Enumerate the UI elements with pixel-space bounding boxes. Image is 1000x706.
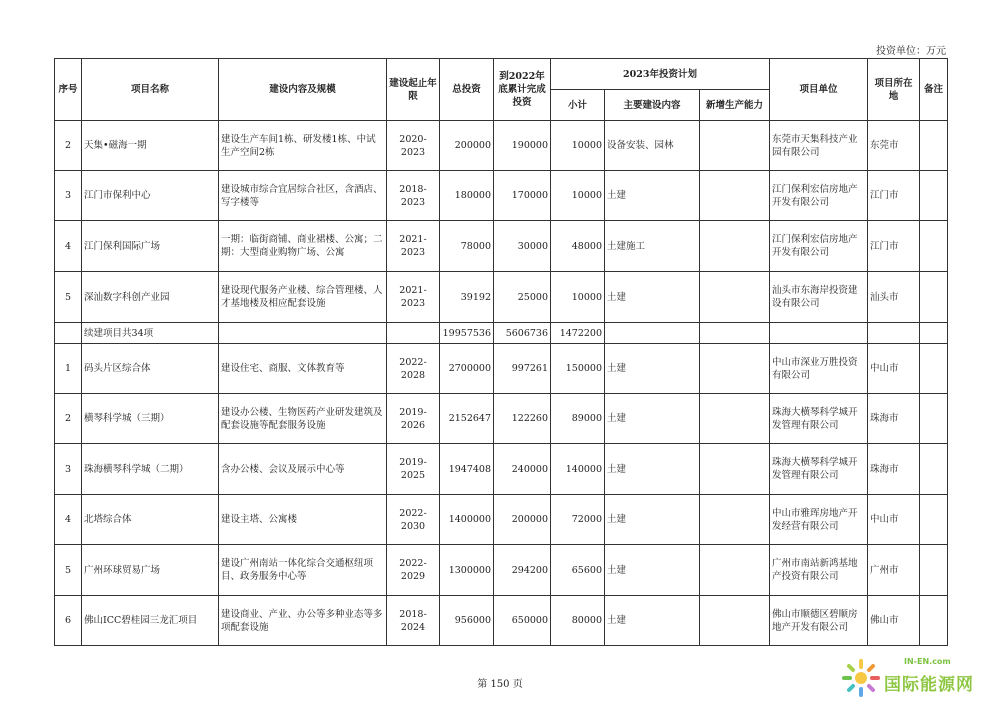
cell-main	[605, 323, 700, 344]
cell-seq: 2	[55, 394, 82, 444]
cell-name: 江门保利国际广场	[82, 221, 219, 272]
table-row	[55, 221, 948, 272]
cell-period: 2022-2030	[387, 495, 440, 545]
cell-remark	[920, 121, 948, 171]
cell-remark	[920, 545, 948, 596]
cell-cumulative: 25000	[494, 272, 551, 323]
cell-period: 2022-2028	[387, 344, 440, 394]
watermark-site: IN-EN.com	[904, 657, 951, 666]
summary-label: 续建项目共34项	[82, 323, 219, 344]
cell-subtotal: 72000	[551, 495, 605, 545]
cell-remark	[920, 495, 948, 545]
cell-unit: 汕头市东海岸投资建设有限公司	[770, 272, 868, 323]
cell-name: 天集•磁海一期	[82, 121, 219, 171]
cell-subtotal: 10000	[551, 121, 605, 171]
cell-capacity	[700, 596, 770, 646]
cell-period: 2018-2024	[387, 596, 440, 646]
cell-name: 横琴科学城（三期）	[82, 394, 219, 444]
cell-location: 东莞市	[868, 121, 920, 171]
cell-main: 土建施工	[605, 221, 700, 272]
table-row	[55, 171, 948, 221]
cell-total: 956000	[440, 596, 494, 646]
cell-unit: 中山市深业万胜投资有限公司	[770, 344, 868, 394]
cell-main: 土建	[605, 444, 700, 495]
cell-content: 建设办公楼、生物医药产业研发建筑及配套设施等配套服务设施	[219, 394, 387, 444]
table-row	[55, 495, 948, 545]
cell-main: 土建	[605, 495, 700, 545]
sun-flower-icon	[840, 657, 882, 699]
header-cumulative: 到2022年底累计完成投资	[494, 59, 551, 121]
header-unit: 项目单位	[770, 59, 868, 121]
cell-total: 180000	[440, 171, 494, 221]
header-total: 总投资	[440, 59, 494, 121]
cell-remark	[920, 323, 948, 344]
cell-location: 珠海市	[868, 394, 920, 444]
cell-main: 土建	[605, 171, 700, 221]
watermark-logo	[840, 655, 990, 703]
page-number: 第 150 页	[477, 679, 523, 690]
cell-unit: 珠海大横琴科学城开发管理有限公司	[770, 394, 868, 444]
cell-seq	[55, 323, 82, 344]
table-row	[55, 545, 948, 596]
cell-main: 土建	[605, 545, 700, 596]
table-row	[55, 596, 948, 646]
cell-content	[219, 323, 387, 344]
cell-content: 建设生产车间1栋、研发楼1栋、中试生产空间2栋	[219, 121, 387, 171]
cell-cumulative: 650000	[494, 596, 551, 646]
header-plan-capacity: 新增生产能力	[700, 90, 770, 121]
cell-capacity	[700, 221, 770, 272]
cell-cumulative: 240000	[494, 444, 551, 495]
cell-unit: 江门保利宏信房地产开发有限公司	[770, 221, 868, 272]
cell-unit: 中山市雅珲房地产开发经营有限公司	[770, 495, 868, 545]
cell-cumulative: 30000	[494, 221, 551, 272]
cell-cumulative: 122260	[494, 394, 551, 444]
cell-location: 江门市	[868, 221, 920, 272]
cell-period: 2019-2026	[387, 394, 440, 444]
cell-unit: 珠海大横琴科学城开发管理有限公司	[770, 444, 868, 495]
header-name: 项目名称	[82, 59, 219, 121]
cell-remark	[920, 221, 948, 272]
cell-subtotal: 48000	[551, 221, 605, 272]
header-plan-main: 主要建设内容	[605, 90, 700, 121]
cell-name: 深汕数字科创产业园	[82, 272, 219, 323]
cell-main: 土建	[605, 596, 700, 646]
cell-remark	[920, 344, 948, 394]
cell-subtotal: 10000	[551, 272, 605, 323]
cell-seq: 3	[55, 171, 82, 221]
cell-seq: 1	[55, 344, 82, 394]
cell-main: 设备安装、园林	[605, 121, 700, 171]
cell-unit: 江门保利宏信房地产开发有限公司	[770, 171, 868, 221]
cell-cumulative: 294200	[494, 545, 551, 596]
header-plan: 2023年投资计划	[551, 59, 770, 90]
cell-total: 78000	[440, 221, 494, 272]
watermark-brand: 国际能源网	[884, 675, 974, 695]
cell-name: 江门市保利中心	[82, 171, 219, 221]
cell-main: 土建	[605, 394, 700, 444]
header-remark: 备注	[920, 59, 948, 121]
cell-content: 建设商业、产业、办公等多种业态等多项配套设施	[219, 596, 387, 646]
cell-subtotal: 80000	[551, 596, 605, 646]
cell-location: 珠海市	[868, 444, 920, 495]
cell-period: 2022-2029	[387, 545, 440, 596]
cell-capacity	[700, 495, 770, 545]
summary-subtotal: 1472200	[551, 323, 605, 344]
summary-cumulative: 5606736	[494, 323, 551, 344]
cell-subtotal: 10000	[551, 171, 605, 221]
cell-capacity	[700, 323, 770, 344]
cell-name: 佛山ICC碧桂园三龙汇项目	[82, 596, 219, 646]
cell-capacity	[700, 272, 770, 323]
cell-seq: 2	[55, 121, 82, 171]
cell-total: 2152647	[440, 394, 494, 444]
header-period: 建设起止年限	[387, 59, 440, 121]
table-row	[55, 444, 948, 495]
cell-main: 土建	[605, 344, 700, 394]
cell-total: 1300000	[440, 545, 494, 596]
header-plan-subtotal: 小计	[551, 90, 605, 121]
cell-cumulative: 190000	[494, 121, 551, 171]
summary-row	[55, 323, 948, 344]
cell-period: 2021-2023	[387, 272, 440, 323]
cell-cumulative: 170000	[494, 171, 551, 221]
cell-content: 建设住宅、商服、文体教育等	[219, 344, 387, 394]
cell-subtotal: 89000	[551, 394, 605, 444]
cell-seq: 6	[55, 596, 82, 646]
header-seq: 序号	[55, 59, 82, 121]
investment-unit-label: 投资单位：万元	[876, 46, 946, 57]
cell-capacity	[700, 171, 770, 221]
cell-content: 建设现代服务产业楼、综合管理楼、人才基地楼及相应配套设施	[219, 272, 387, 323]
cell-remark	[920, 596, 948, 646]
cell-total: 2700000	[440, 344, 494, 394]
cell-total: 1947408	[440, 444, 494, 495]
cell-subtotal: 150000	[551, 344, 605, 394]
cell-subtotal: 65600	[551, 545, 605, 596]
cell-total: 1400000	[440, 495, 494, 545]
cell-location: 广州市	[868, 545, 920, 596]
cell-content: 一期：临街商铺、商业裙楼、公寓；二期：大型商业购物广场、公寓	[219, 221, 387, 272]
cell-location: 佛山市	[868, 596, 920, 646]
cell-unit: 东莞市天集科技产业园有限公司	[770, 121, 868, 171]
cell-capacity	[700, 344, 770, 394]
cell-total: 39192	[440, 272, 494, 323]
table-row	[55, 272, 948, 323]
cell-period	[387, 323, 440, 344]
cell-content: 建设主塔、公寓楼	[219, 495, 387, 545]
table-row	[55, 394, 948, 444]
cell-seq: 5	[55, 545, 82, 596]
cell-cumulative: 997261	[494, 344, 551, 394]
cell-name: 珠海横琴科学城（二期）	[82, 444, 219, 495]
cell-seq: 3	[55, 444, 82, 495]
cell-main: 土建	[605, 272, 700, 323]
cell-remark	[920, 171, 948, 221]
cell-unit: 佛山市顺德区碧顺房地产开发有限公司	[770, 596, 868, 646]
cell-seq: 4	[55, 495, 82, 545]
cell-unit: 广州市南站新鸿基地产投资有限公司	[770, 545, 868, 596]
cell-location: 江门市	[868, 171, 920, 221]
cell-subtotal: 140000	[551, 444, 605, 495]
cell-seq: 4	[55, 221, 82, 272]
cell-location: 中山市	[868, 495, 920, 545]
cell-cumulative: 200000	[494, 495, 551, 545]
cell-remark	[920, 394, 948, 444]
header-content: 建设内容及规模	[219, 59, 387, 121]
cell-period: 2021-2023	[387, 221, 440, 272]
cell-name: 码头片区综合体	[82, 344, 219, 394]
cell-content: 建设城市综合宜居综合社区，含酒店、写字楼等	[219, 171, 387, 221]
cell-name: 北塔综合体	[82, 495, 219, 545]
cell-capacity	[700, 121, 770, 171]
cell-location: 汕头市	[868, 272, 920, 323]
cell-capacity	[700, 545, 770, 596]
cell-remark	[920, 444, 948, 495]
cell-period: 2020-2023	[387, 121, 440, 171]
cell-capacity	[700, 394, 770, 444]
cell-remark	[920, 272, 948, 323]
cell-unit	[770, 323, 868, 344]
cell-location	[868, 323, 920, 344]
cell-location: 中山市	[868, 344, 920, 394]
cell-content: 建设广州南站一体化综合交通枢纽项目、政务服务中心等	[219, 545, 387, 596]
cell-total: 200000	[440, 121, 494, 171]
cell-period: 2018-2023	[387, 171, 440, 221]
cell-content: 含办公楼、会议及展示中心等	[219, 444, 387, 495]
project-table	[54, 58, 948, 646]
table-row	[55, 344, 948, 394]
cell-name: 广州环球贸易广场	[82, 545, 219, 596]
header-location: 项目所在地	[868, 59, 920, 121]
cell-period: 2019-2025	[387, 444, 440, 495]
cell-capacity	[700, 444, 770, 495]
table-row	[55, 121, 948, 171]
summary-total: 19957536	[440, 323, 494, 344]
cell-seq: 5	[55, 272, 82, 323]
